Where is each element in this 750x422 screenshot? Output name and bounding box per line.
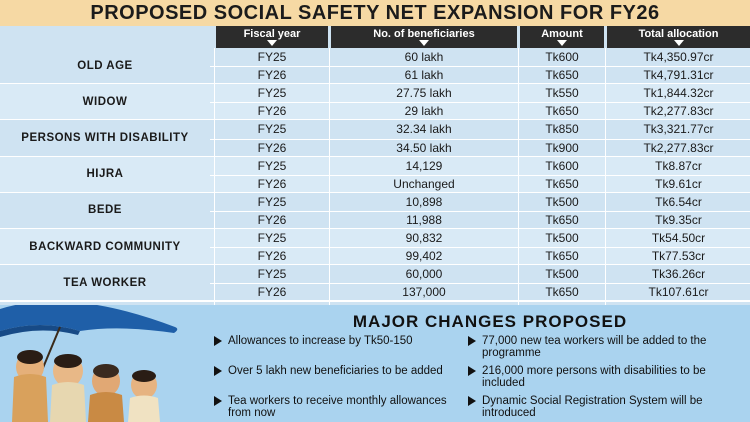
- column-divider: [329, 48, 330, 305]
- triangle-bullet-icon: [468, 396, 476, 406]
- amount-cell: Tk500: [545, 267, 579, 282]
- column-divider: [214, 48, 215, 305]
- amount-cell: Tk650: [545, 212, 579, 227]
- beneficiaries-cell: 11,988: [406, 212, 442, 227]
- change-item: [228, 365, 443, 377]
- amount-cell: Tk600: [545, 50, 579, 64]
- amount-cell: Tk650: [545, 249, 579, 264]
- amount-cell: Tk650: [545, 176, 579, 191]
- allocation-cell: Tk9.35cr: [655, 212, 702, 227]
- category-label: BEDE: [88, 204, 122, 217]
- beneficiaries-cell: 137,000: [402, 285, 446, 300]
- beneficiaries-cell: 14,129: [405, 158, 443, 173]
- category-label: WIDOW: [82, 95, 128, 108]
- change-item: [228, 395, 458, 419]
- arrow-down-icon: [674, 40, 684, 46]
- allocation-cell: Tk2,277.83cr: [643, 104, 714, 119]
- column-divider: [518, 48, 519, 305]
- umbrella-family-illustration: [0, 305, 225, 422]
- amount-cell: Tk500: [545, 231, 579, 245]
- beneficiaries-cell: 61 lakh: [404, 68, 444, 83]
- amount-cell: Tk500: [545, 194, 579, 209]
- header-amount: Amount: [520, 26, 604, 48]
- amount-cell: Tk850: [545, 122, 579, 137]
- beneficiaries-cell: 90,832: [405, 231, 443, 245]
- page-title: PROPOSED SOCIAL SAFETY NET EXPANSION FOR FY26: [0, 0, 750, 26]
- header-fiscal-year: Fiscal year: [216, 26, 328, 48]
- fiscal-year-cell: FY26: [257, 176, 287, 191]
- fiscal-year-cell: FY26: [257, 212, 287, 227]
- amount-cell: Tk600: [545, 158, 579, 173]
- beneficiaries-cell: 60 lakh: [404, 50, 444, 64]
- header-beneficiaries: No. of beneficiaries: [331, 26, 517, 48]
- allocation-cell: Tk107.61cr: [648, 285, 709, 300]
- category-label: BACKWARD COMMUNITY: [29, 240, 181, 253]
- allocation-cell: Tk6.54cr: [655, 194, 702, 209]
- allocation-cell: Tk77.53cr: [651, 249, 706, 264]
- arrow-down-icon: [267, 40, 277, 46]
- amount-cell: Tk900: [545, 140, 579, 155]
- allocation-cell: Tk36.26cr: [651, 267, 706, 282]
- beneficiaries-cell: 60,000: [405, 267, 443, 282]
- fiscal-year-cell: FY25: [257, 158, 287, 173]
- category-label: OLD AGE: [77, 59, 133, 72]
- group-divider: [0, 300, 750, 302]
- amount-cell: Tk550: [545, 86, 579, 101]
- change-item: [482, 335, 737, 359]
- fiscal-year-cell: FY25: [257, 231, 287, 245]
- fiscal-year-cell: FY26: [257, 68, 287, 83]
- fiscal-year-cell: FY25: [257, 122, 287, 137]
- header-allocation: Total allocation: [607, 26, 750, 48]
- category-label: TEA WORKER: [63, 276, 147, 289]
- fiscal-year-cell: FY25: [257, 267, 287, 282]
- fiscal-year-cell: FY26: [257, 249, 287, 264]
- allocation-cell: Tk8.87cr: [655, 158, 702, 173]
- amount-cell: Tk650: [545, 68, 579, 83]
- beneficiaries-cell: 10,898: [405, 194, 443, 209]
- allowance-table: [0, 26, 750, 305]
- changes-title: MAJOR CHANGES PROPOSED: [352, 312, 628, 331]
- change-text: 216,000 more persons with disabilities to be included: [482, 365, 706, 389]
- beneficiaries-cell: 32.34 lakh: [396, 122, 452, 137]
- beneficiaries-cell: Unchanged: [393, 176, 455, 191]
- beneficiaries-cell: 34.50 lakh: [396, 140, 452, 155]
- fiscal-year-cell: FY25: [257, 50, 287, 64]
- change-text: 77,000 new tea workers will be added to the programme: [482, 335, 707, 359]
- beneficiaries-cell: 29 lakh: [404, 104, 444, 119]
- change-text: Tea workers to receive monthly allowances from now: [228, 395, 447, 419]
- triangle-bullet-icon: [214, 336, 222, 346]
- allocation-cell: Tk2,277.83cr: [643, 140, 714, 155]
- fiscal-year-cell: FY26: [257, 104, 287, 119]
- amount-cell: Tk650: [545, 285, 579, 300]
- triangle-bullet-icon: [214, 396, 222, 406]
- fiscal-year-cell: FY26: [257, 140, 287, 155]
- allocation-cell: Tk4,350.97cr: [643, 50, 714, 64]
- category-label: HIJRA: [86, 168, 124, 181]
- changes-panel: [0, 305, 750, 422]
- change-item: [228, 335, 443, 347]
- change-item: [482, 365, 737, 389]
- arrow-down-icon: [557, 40, 567, 46]
- fiscal-year-cell: FY25: [257, 194, 287, 209]
- column-divider: [605, 48, 606, 305]
- change-text: Allowances to increase by Tk50-150: [228, 335, 413, 347]
- allocation-cell: Tk54.50cr: [651, 231, 706, 245]
- triangle-bullet-icon: [214, 366, 222, 376]
- change-text: Dynamic Social Registration System will be introduced: [482, 395, 703, 419]
- category-label: PERSONS WITH DISABILITY: [21, 131, 189, 144]
- beneficiaries-cell: 27.75 lakh: [396, 86, 452, 101]
- allocation-cell: Tk4,791.31cr: [643, 68, 714, 83]
- change-text: Over 5 lakh new beneficiaries to be added: [228, 365, 443, 377]
- amount-cell: Tk650: [545, 104, 579, 119]
- allocation-cell: Tk3,321.77cr: [643, 122, 714, 137]
- change-item: [482, 395, 737, 419]
- allocation-cell: Tk1,844.32cr: [643, 86, 714, 101]
- triangle-bullet-icon: [468, 366, 476, 376]
- arrow-down-icon: [419, 40, 429, 46]
- beneficiaries-cell: 99,402: [405, 249, 443, 264]
- fiscal-year-cell: FY25: [257, 86, 287, 101]
- triangle-bullet-icon: [468, 336, 476, 346]
- fiscal-year-cell: FY26: [257, 285, 287, 300]
- allocation-cell: Tk9.61cr: [655, 176, 702, 191]
